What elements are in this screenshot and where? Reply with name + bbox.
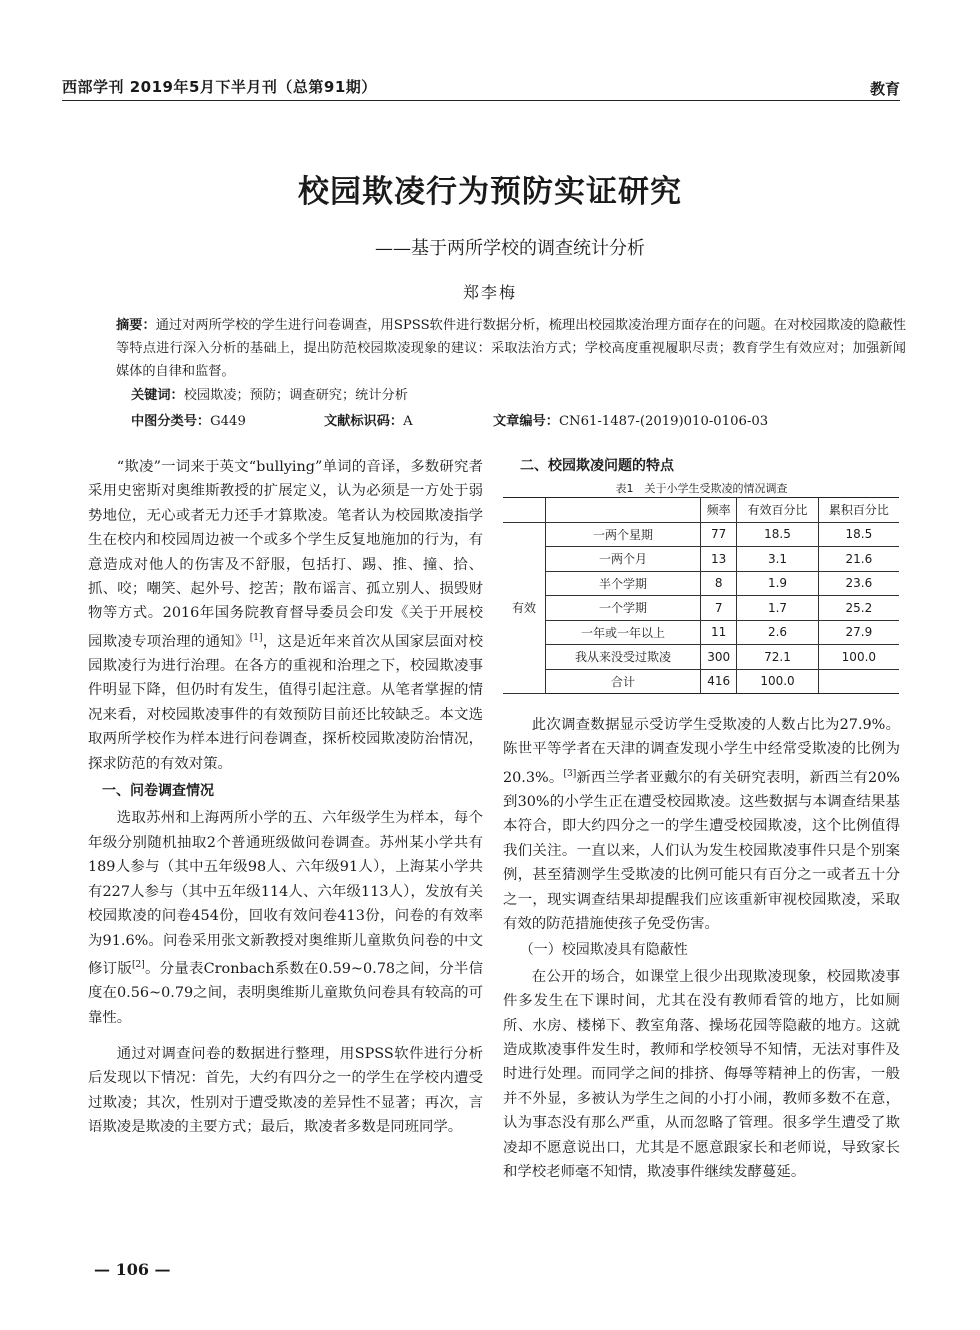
table-cell: 72.1: [737, 645, 818, 670]
section-label: 教育: [869, 80, 900, 98]
group-label-cell: 有效: [503, 522, 546, 694]
keywords: [131, 384, 911, 407]
left-column: [88, 455, 483, 1140]
article-title: 校园欺凌行为预防实证研究: [298, 174, 682, 210]
table-cell: 一两个星期: [546, 522, 701, 547]
bullying-frequency-table: [503, 497, 899, 694]
table-cell: 1.9: [737, 571, 818, 596]
reference-marker: [3]: [563, 768, 577, 779]
reference-marker: [2]: [132, 959, 145, 970]
table-cell: 23.6: [818, 571, 899, 596]
table-row: [503, 571, 899, 596]
table-cell: 25.2: [818, 596, 899, 621]
table-cell: 8: [701, 571, 737, 596]
paragraph: 此次调查数据显示受访学生受欺凌的人数占比为27.9%。陈世平等学者在天津的调查发现小学生中经常受欺凌的比例为20.3%。[3]新西兰学者亚戴尔的有关研究表明，新西兰有20%到30%的小学生正在遭受校园欺凌。这些数据与本调查结果基本符合，即大约四分之一的学生遭受校园欺凌，这个比例值得我们关注。一直以来，人们认为发生校园欺凌事件只是个别案例，甚至猜测学生受欺凌的比例可能只有百分之一或者五十分之一，现实调查结果却提醒我们应该重新审视校园欺凌，采取有效的防范措施使孩子免受伤害。: [503, 717, 900, 933]
page-number: — 106 —: [94, 1260, 171, 1279]
table-row: [503, 522, 899, 547]
keywords-text: 校园欺凌；预防；调查研究；统计分析: [183, 388, 408, 403]
table-row: [503, 620, 899, 645]
section-heading: 一、问卷调查情况: [102, 783, 214, 800]
clc-label: 中图分类号：: [131, 414, 211, 429]
paragraph: 选取苏州和上海两所小学的五、六年级学生为样本，每个年级分别随机抽取2个普通班级做问卷调查。苏州某小学共有189人参与（其中五年级98人、六年级91人），上海某小学共有227人参与（其中五年级114人、六年级113人），发放有关校园欺凌的问卷454份，回收有效问卷413份，问卷的有效率为91.6%。问卷采用张文新教授对奥维斯儿童欺负问卷的中文修订版[2]。分量表Cronbach系数在0.59~0.78之间，分半信度在0.56~0.79之间，表明奥维斯儿童欺负问卷具有较高的可靠性。: [88, 810, 483, 1026]
table-cell: 27.9: [818, 620, 899, 645]
abstract-text: 通过对两所学校的学生进行问卷调查，用SPSS软件进行数据分析，梳理出校园欺凌治理方面存在的问题。在对校园欺凌的隐蔽性等特点进行深入分析的基础上，提出防范校园欺凌现象的建议：采取法治方式；学校高度重视履职尽责；教育学生有效应对；加强新闻媒体的自律和监督。: [116, 318, 906, 379]
reference-marker: [1]: [249, 632, 263, 643]
doc-code-label: 文献标识码：: [324, 414, 404, 429]
table-cell: 合计: [546, 669, 701, 694]
article-no-label: 文章编号：: [493, 414, 559, 429]
table-cell: 416: [701, 669, 737, 694]
table-cell: 77: [701, 522, 737, 547]
table-cell: 7: [701, 596, 737, 621]
clc-value: G449: [210, 414, 246, 429]
table-cell: 3.1: [737, 547, 818, 572]
table-cell: 半个学期: [546, 571, 701, 596]
table-cell: 21.6: [818, 547, 899, 572]
table-header-row: [503, 498, 899, 523]
paragraph: “欺凌”一词来于英文“bullying”单词的音译，多数研究者采用史密斯对奥维斯教授的扩展定义，认为必须是一方处于弱势地位，无心或者无力还手才算欺凌。笔者认为校园欺凌指学生在校内和校园周边被一个或多个学生反复地施加的行为，有意造成对他人的伤害及不舒服，包括打、踢、推、撞、拾、抓、咬；嘲笑、起外号、挖苦；散布谣言、孤立别人、损毁财物等方式。2016年国务院教育督导委员会印发《关于开展校园欺凌专项治理的通知》[1]，这是近年来首次从国家层面对校园欺凌行为进行治理。在各方的重视和治理之下，校园欺凌事件明显下降，但仍时有发生，值得引起注意。从笔者掌握的情况来看，对校园欺凌事件的有效预防目前还比较缺乏。本文选取两所学校作为样本进行问卷调查，探析校园欺凌防治情况，探求防范的有效对策。: [88, 459, 483, 772]
table-cell: 18.5: [818, 522, 899, 547]
table-cell: 1.7: [737, 596, 818, 621]
table-row: [503, 547, 899, 572]
column-header: 频率: [701, 498, 737, 523]
table-cell: 11: [701, 620, 737, 645]
journal-header: 西部学刊 2019年5月下半月刊（总第91期）: [62, 78, 377, 96]
abstract: [116, 314, 906, 383]
abstract-label: 摘要：: [116, 318, 156, 333]
column-header: 累积百分比: [818, 498, 899, 523]
subsection-heading: （一）校园欺凌具有隐蔽性: [519, 942, 688, 959]
header-rule: [62, 100, 900, 101]
keywords-label: 关键词：: [131, 388, 184, 403]
column-header: 有效百分比: [737, 498, 818, 523]
table-cell: 100.0: [737, 669, 818, 694]
table-cell: 一个学期: [546, 596, 701, 621]
table-cell: 我从来没受过欺凌: [546, 645, 701, 670]
table-row: [503, 669, 899, 694]
table-cell: 100.0: [818, 645, 899, 670]
table-cell: 18.5: [737, 522, 818, 547]
paragraph: 在公开的场合，如课堂上很少出现欺凌现象，校园欺凌事件多发生在下课时间，尤其在没有教师看管的地方，比如厕所、水房、楼梯下、教室角落、操场花园等隐蔽的地方。这就造成欺凌事件发生时，教师和学校领导不知情，无法对事件及时进行处理。而同学之间的排挤、侮辱等精神上的伤害，一般并不外显，多被认为学生之间的小打小闹，教师多数不在意，认为事态没有那么严重，从而忽略了管理。很多学生遭受了欺凌却不愿意说出口，尤其是不愿意跟家长和老师说，导致家长和学校老师毫不知情，欺凌事件继续发酵蔓延。: [503, 968, 900, 1181]
table-cell: 2.6: [737, 620, 818, 645]
table-cell: 一两个月: [546, 547, 701, 572]
table-cell: 一年或一年以上: [546, 620, 701, 645]
right-column: [503, 713, 900, 1185]
article-author: 郑李梅: [462, 283, 517, 302]
article-no-value: CN61-1487-(2019)010-0106-03: [558, 414, 769, 429]
article-subtitle: ——基于两所学校的调查统计分析: [375, 238, 645, 259]
table-cell: 300: [701, 645, 737, 670]
table-cell: 13: [701, 547, 737, 572]
paragraph: 通过对调查问卷的数据进行整理，用SPSS软件进行分析后发现以下情况：首先，大约有四分之一的学生在学校内遭受过欺凌；其次，性别对于遭受欺凌的差异性不显著；再次，言语欺凌是欺凌的主要方式；最后，欺凌者多数是同班同学。: [88, 1045, 483, 1136]
doc-code-value: A: [403, 414, 413, 429]
section-heading: 二、校园欺凌问题的特点: [520, 458, 674, 474]
table-row: [503, 596, 899, 621]
table-caption: 表1 关于小学生受欺凌的情况调查: [615, 482, 788, 495]
table-row: [503, 645, 899, 670]
table-cell: [818, 669, 899, 694]
